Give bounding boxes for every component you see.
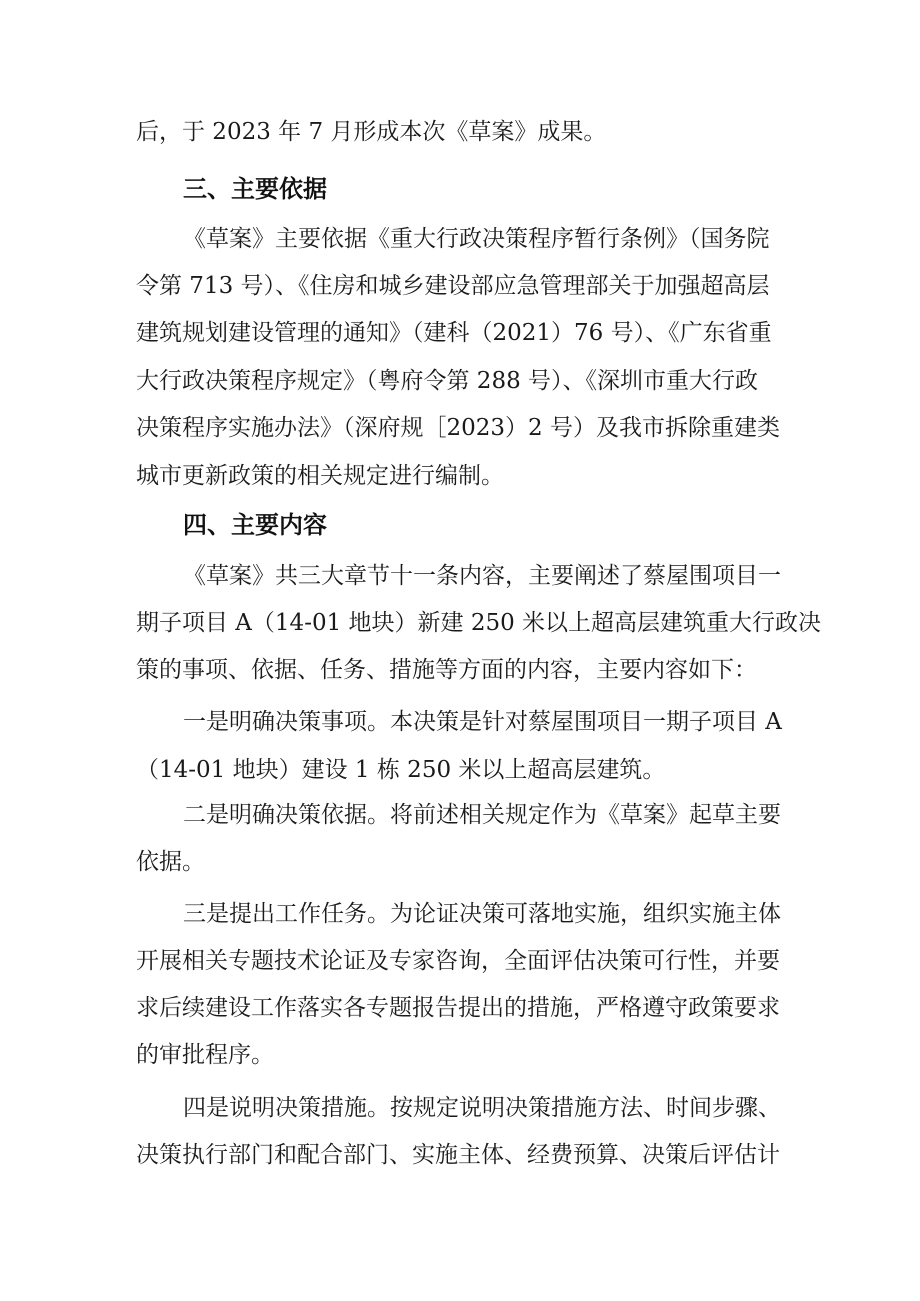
section-4-para-1-line-1: 《草案》共三大章节十一条内容，主要阐述了蔡屋围项目一 [183,563,781,589]
section-4-para-5-line-2: 决策执行部门和配合部门、实施主体、经费预算、决策后评估计 [136,1142,780,1168]
section-3-line-5: 决策程序实施办法》（深府规［2023）2 号）及我市拆除重建类 [136,415,780,441]
section-3-line-1: 《草案》主要依据《重大行政决策程序暂行条例》（国务院 [183,226,770,252]
section-3-line-2: 令第 713 号）、《住房和城乡建设部应急管理部关于加强超高层 [136,273,770,299]
section-4-para-4-line-3: 求后续建设工作落实各专题报告提出的措施，严格遵守政策要求 [136,995,780,1021]
section-3-line-4: 大行政决策程序规定》（粤府令第 288 号）、《深圳市重大行政 [136,368,759,394]
section-4-para-5-line-1: 四是说明决策措施。按规定说明决策措施方法、时间步骤、 [183,1095,781,1121]
section-3-line-6: 城市更新政策的相关规定进行编制。 [136,463,504,489]
section-4-para-3-line-2: 依据。 [136,849,205,875]
section-4-para-3-line-1: 二是明确决策依据。将前述相关规定作为《草案》起草主要 [183,802,781,828]
section-4-para-1-line-3: 策的事项、依据、任务、措施等方面的内容，主要内容如下： [136,657,757,683]
section-4-heading: 四、主要内容 [183,511,327,539]
section-3-line-3: 建筑规划建设管理的通知》（建科（2021）76 号）、《广东省重 [136,320,772,346]
section-4-para-4-line-4: 的审批程序。 [136,1042,274,1068]
section-4-para-1-line-2: 期子项目 A（14-01 地块）新建 250 米以上超高层建筑重大行政决 [136,610,822,636]
intro-line: 后，于 2023 年 7 月形成本次《草案》成果。 [136,119,607,145]
section-4-para-4-line-1: 三是提出工作任务。为论证决策可落地实施，组织实施主体 [183,901,781,927]
section-4-para-2-line-2: （14-01 地块）建设 1 栋 250 米以上超高层建筑。 [136,757,666,783]
section-4-para-4-line-2: 开展相关专题技术论证及专家咨询，全面评估决策可行性，并要 [136,948,780,974]
section-4-para-2-line-1: 一是明确决策事项。本决策是针对蔡屋围项目一期子项目 A [183,709,782,735]
section-3-heading: 三、主要依据 [183,175,327,203]
